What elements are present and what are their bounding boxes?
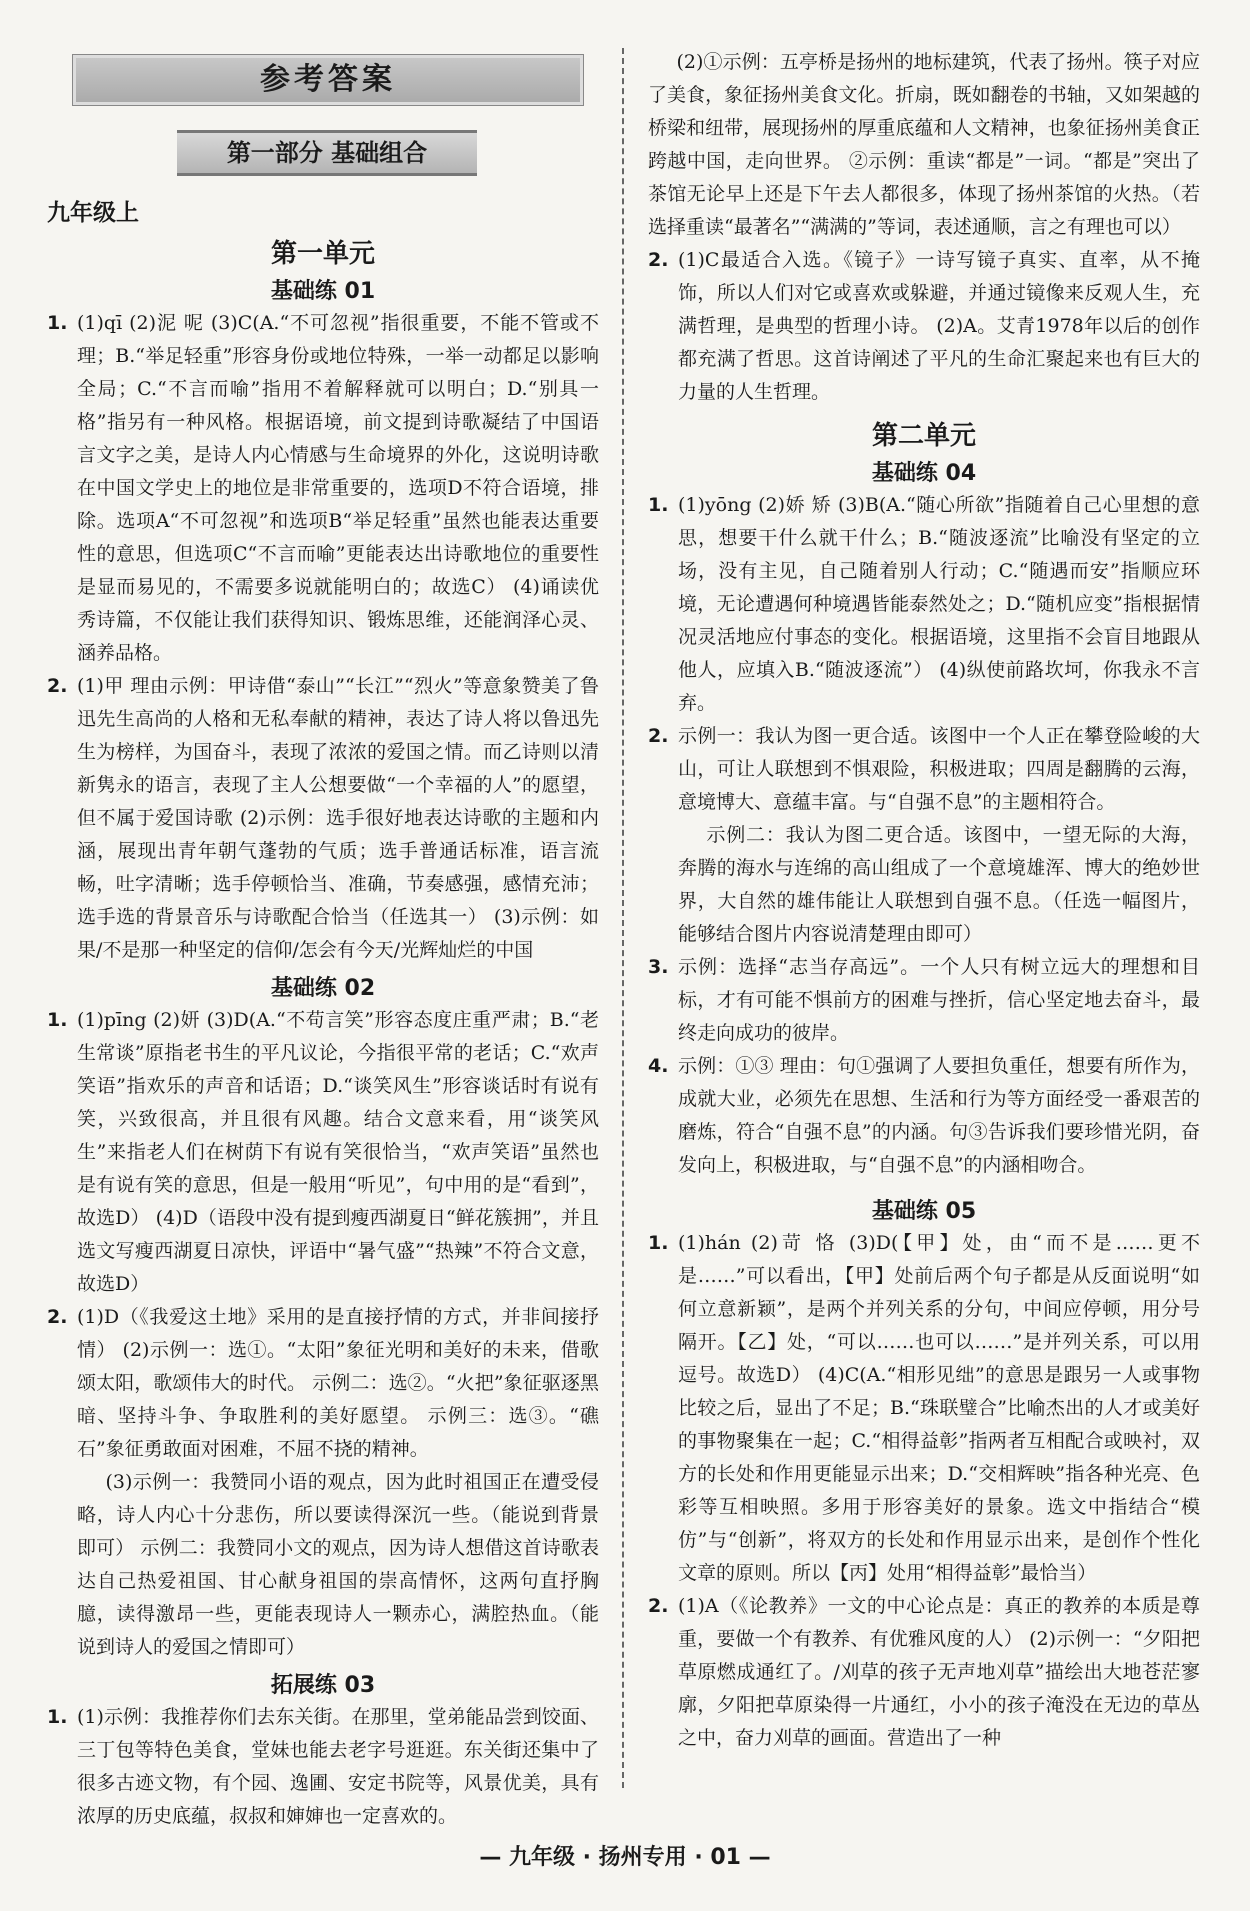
part-title: 第一部分 基础组合 <box>177 130 477 176</box>
unit-heading: 第一单元 <box>270 239 375 269</box>
section-heading: 基础练 01 <box>270 279 376 304</box>
answer-item: 1. (1)qī (2)泥 呢 (3)C(A.“不可忽视”指很重要，不能不管或不理；B.“举足轻重”形容身份或地位特殊，一举一动都足以影响全局；C.“不言而喻”指用不着解释就可以明白；D.“别具一格”指另有一种风格。根据语境，前文提到诗歌凝结了中国语言文字之美，是诗人内心情感与生命境界的外化，这说明诗歌在中国文学史上的地位是非常重要的，选项D不符合语境，排除。选项A“不可忽视”和选项B“举足轻重”虽然也能表达重要性的意思，但选项C“不言而喻”更能表达出诗歌地位的重要性是显而易见的，不需要多说就能明白的；故选C） (4)诵读优秀诗篇，不仅能让我们获得知识、锻炼思维，还能润泽心灵、涵养品格。 <box>47 312 599 664</box>
answer-item: 3. 示例：选择“志当存高远”。一个人只有树立远大的理想和目标，才有可能不惧前方的困难与挫折，信心坚定地去奋斗，最终走向成功的彼岸。 <box>648 956 1200 1044</box>
answer-item: 1. (1)hán (2)苛 恪 (3)D(【甲】处，由“而不是……更不是……”可以看出，【甲】处前后两个句子都是从反面说明“如何立意新颖”，是两个并列关系的分句，中间应停顿，用分号隔开。【乙】处，“可以……也可以……”是并列关系，可以用逗号。故选D） (4)C(A.“相形见绌”的意思是跟另一人或事物比较之后，显出了不足；B.“珠联璧合”比喻杰出的人才或美好的事物聚集在一起；C.“相得益彰”指两者互相配合或映衬，双方的长处和作用更能显示出来；D.“交相辉映”指各种光亮、色彩等互相映照。多用于形容美好的景象。选文中指结合“模仿”与“创新”，将双方的长处和作用显示出来，是创作个性化文章的原则。所以【丙】处用“相得益彰”最恰当） <box>648 1232 1200 1584</box>
section-heading: 基础练 04 <box>871 461 977 486</box>
page-footer: — 九年级 · 扬州专用 · 01 — <box>479 1845 771 1870</box>
answer-banner: 参考答案 <box>72 54 584 106</box>
right-column <box>648 46 1200 1755</box>
answer-item: 2. 示例一：我认为图一更合适。该图中一个人正在攀登险峻的大山，可让人联想到不惧艰险，积极进取；四周是翻腾的云海，意境博大、意蕴丰富。与“自强不息”的主题相符合。 <box>648 725 1200 813</box>
answer-item: 2. (1)A（《论教养》一文的中心论点是：真正的教养的本质是尊重，要做一个有教养、有优雅风度的人） (2)示例一：“夕阳把草原燃成通红了。/刈草的孩子无声地刈草”描绘出大地苍茫寥廓，夕阳把草原染得一片通红，小小的孩子淹没在无边的草丛之中，奋力刈草的画面。营造出了一种 <box>648 1595 1200 1749</box>
answer-item: 2. (1)C最适合入选。《镜子》一诗写镜子真实、直率，从不掩饰，所以人们对它或喜欢或躲避，并通过镜像来反观人生，充满哲理，是典型的哲理小诗。 (2)A。艾青1978年以后的创作都充满了哲思。这首诗阐述了平凡的生命汇聚起来也有巨大的力量的人生哲理。 <box>648 249 1200 403</box>
column-divider <box>622 48 624 1788</box>
left-column <box>47 40 599 1833</box>
answer-item: 1. (1)示例：我推荐你们去东关街。在那里，堂弟能品尝到饺面、三丁包等特色美食，堂妹也能去老字号逛逛。东关街还集中了很多古迹文物，有个园、逸圃、安定书院等，风景优美，具有浓厚的历史底蕴，叔叔和婶婶也一定喜欢的。 <box>47 1706 599 1827</box>
answer-paragraph: (3)示例一：我赞同小语的观点，因为此时祖国正在遭受侵略，诗人内心十分悲伤，所以要读得深沉一些。（能说到背景即可） 示例二：我赞同小文的观点，因为诗人想借这首诗歌表达自己热爱祖国、甘心献身祖国的崇高情怀，这两句直抒胸臆，读得激昂一些，更能表现诗人一颗赤心，满腔热血。（能说到诗人的爱国之情即可） <box>77 1471 599 1658</box>
section-heading: 拓展练 03 <box>270 1673 376 1698</box>
section-heading: 基础练 05 <box>871 1199 977 1224</box>
unit-heading: 第二单元 <box>871 421 976 451</box>
answer-item: 1. (1)yōng (2)娇 矫 (3)B(A.“随心所欲”指随着自己心里想的意思，想要干什么就干什么；B.“随波逐流”比喻没有坚定的立场，没有主见，自己随着别人行动；C.“随遇而安”指顺应环境，无论遭遇何种境遇皆能泰然处之；D.“随机应变”指根据情况灵活地应付事态的变化。根据语境，这里指不会盲目地跟从他人，应填入B.“随波逐流”） (4)纵使前路坎坷，你我永不言弃。 <box>648 494 1200 714</box>
answer-item: 4. 示例：①③ 理由：句①强调了人要担负重任，想要有所作为，成就大业，必须先在思想、生活和行为等方面经受一番艰苦的磨炼，符合“自强不息”的内涵。句③告诉我们要珍惜光阴，奋发向上，积极进取，与“自强不息”的内涵相吻合。 <box>648 1055 1200 1176</box>
answer-item: 2. (1)甲 理由示例：甲诗借“泰山”“长江”“烈火”等意象赞美了鲁迅先生高尚的人格和无私奉献的精神，表达了诗人将以鲁迅先生为榜样，为国奋斗，表现了浓浓的爱国之情。而乙诗则以清新隽永的语言，表现了主人公想要做“一个幸福的人”的愿望，但不属于爱国诗歌 (2)示例：选手很好地表达诗歌的主题和内涵，展现出青年朝气蓬勃的气质；选手普通话标准，语言流畅，吐字清晰；选手停顿恰当、准确，节奏感强，感情充沛；选手选的背景音乐与诗歌配合恰当（任选其一） (3)示例：如果/不是那一种坚定的信仰/怎会有今天/光辉灿烂的中国 <box>47 675 599 961</box>
answer-paragraph: 示例二：我认为图二更合适。该图中，一望无际的大海，奔腾的海水与连绵的高山组成了一个意境雄浑、博大的绝妙世界，大自然的雄伟能让人联想到自强不息。（任选一幅图片，能够结合图片内容说清楚理由即可） <box>678 824 1200 945</box>
answer-item: 1. (1)pīng (2)妍 (3)D(A.“不苟言笑”形容态度庄重严肃；B.“老生常谈”原指老书生的平凡议论，今指很平常的老话；C.“欢声笑语”指欢乐的声音和话语；D.“谈笑风生”形容谈话时有说有笑，兴致很高，并且很有风趣。结合文意来看，用“谈笑风生”来指老人们在树荫下有说有笑很恰当，“欢声笑语”虽然也是有说有笑的意思，但是一般用“听见”，句中用的是“看到”，故选D） (4)D（语段中没有提到瘦西湖夏日“鲜花簇拥”，并且选文写瘦西湖夏日凉快，评语中“暑气盛”“热辣”不符合文意，故选D） <box>47 1009 599 1295</box>
section-heading: 基础练 02 <box>270 976 376 1001</box>
answer-item: 2. (1)D（《我爱这土地》采用的是直接抒情的方式，并非间接抒情） (2)示例一：选①。“太阳”象征光明和美好的未来，借歌颂太阳，歌颂伟大的时代。 示例二：选②。“火把”象征驱逐黑暗、坚持斗争、争取胜利的美好愿望。 示例三：选③。“礁石”象征勇敢面对困难，不屈不挠的精神。 <box>47 1306 599 1460</box>
grade-heading: 九年级上 <box>47 200 139 226</box>
answer-paragraph: (2)①示例：五亭桥是扬州的地标建筑，代表了扬州。筷子对应了美食，象征扬州美食文化。折扇，既如翻卷的书轴，又如架越的桥梁和纽带，展现扬州的厚重底蕴和人文精神，也象征扬州美食正跨越中国，走向世界。 ②示例：重读“都是”一词。“都是”突出了茶馆无论早上还是下午去人都很多，体现了扬州茶馆的火热。（若选择重读“最著名”“满满的”等词，表述通顺，言之有理也可以） <box>648 51 1200 238</box>
